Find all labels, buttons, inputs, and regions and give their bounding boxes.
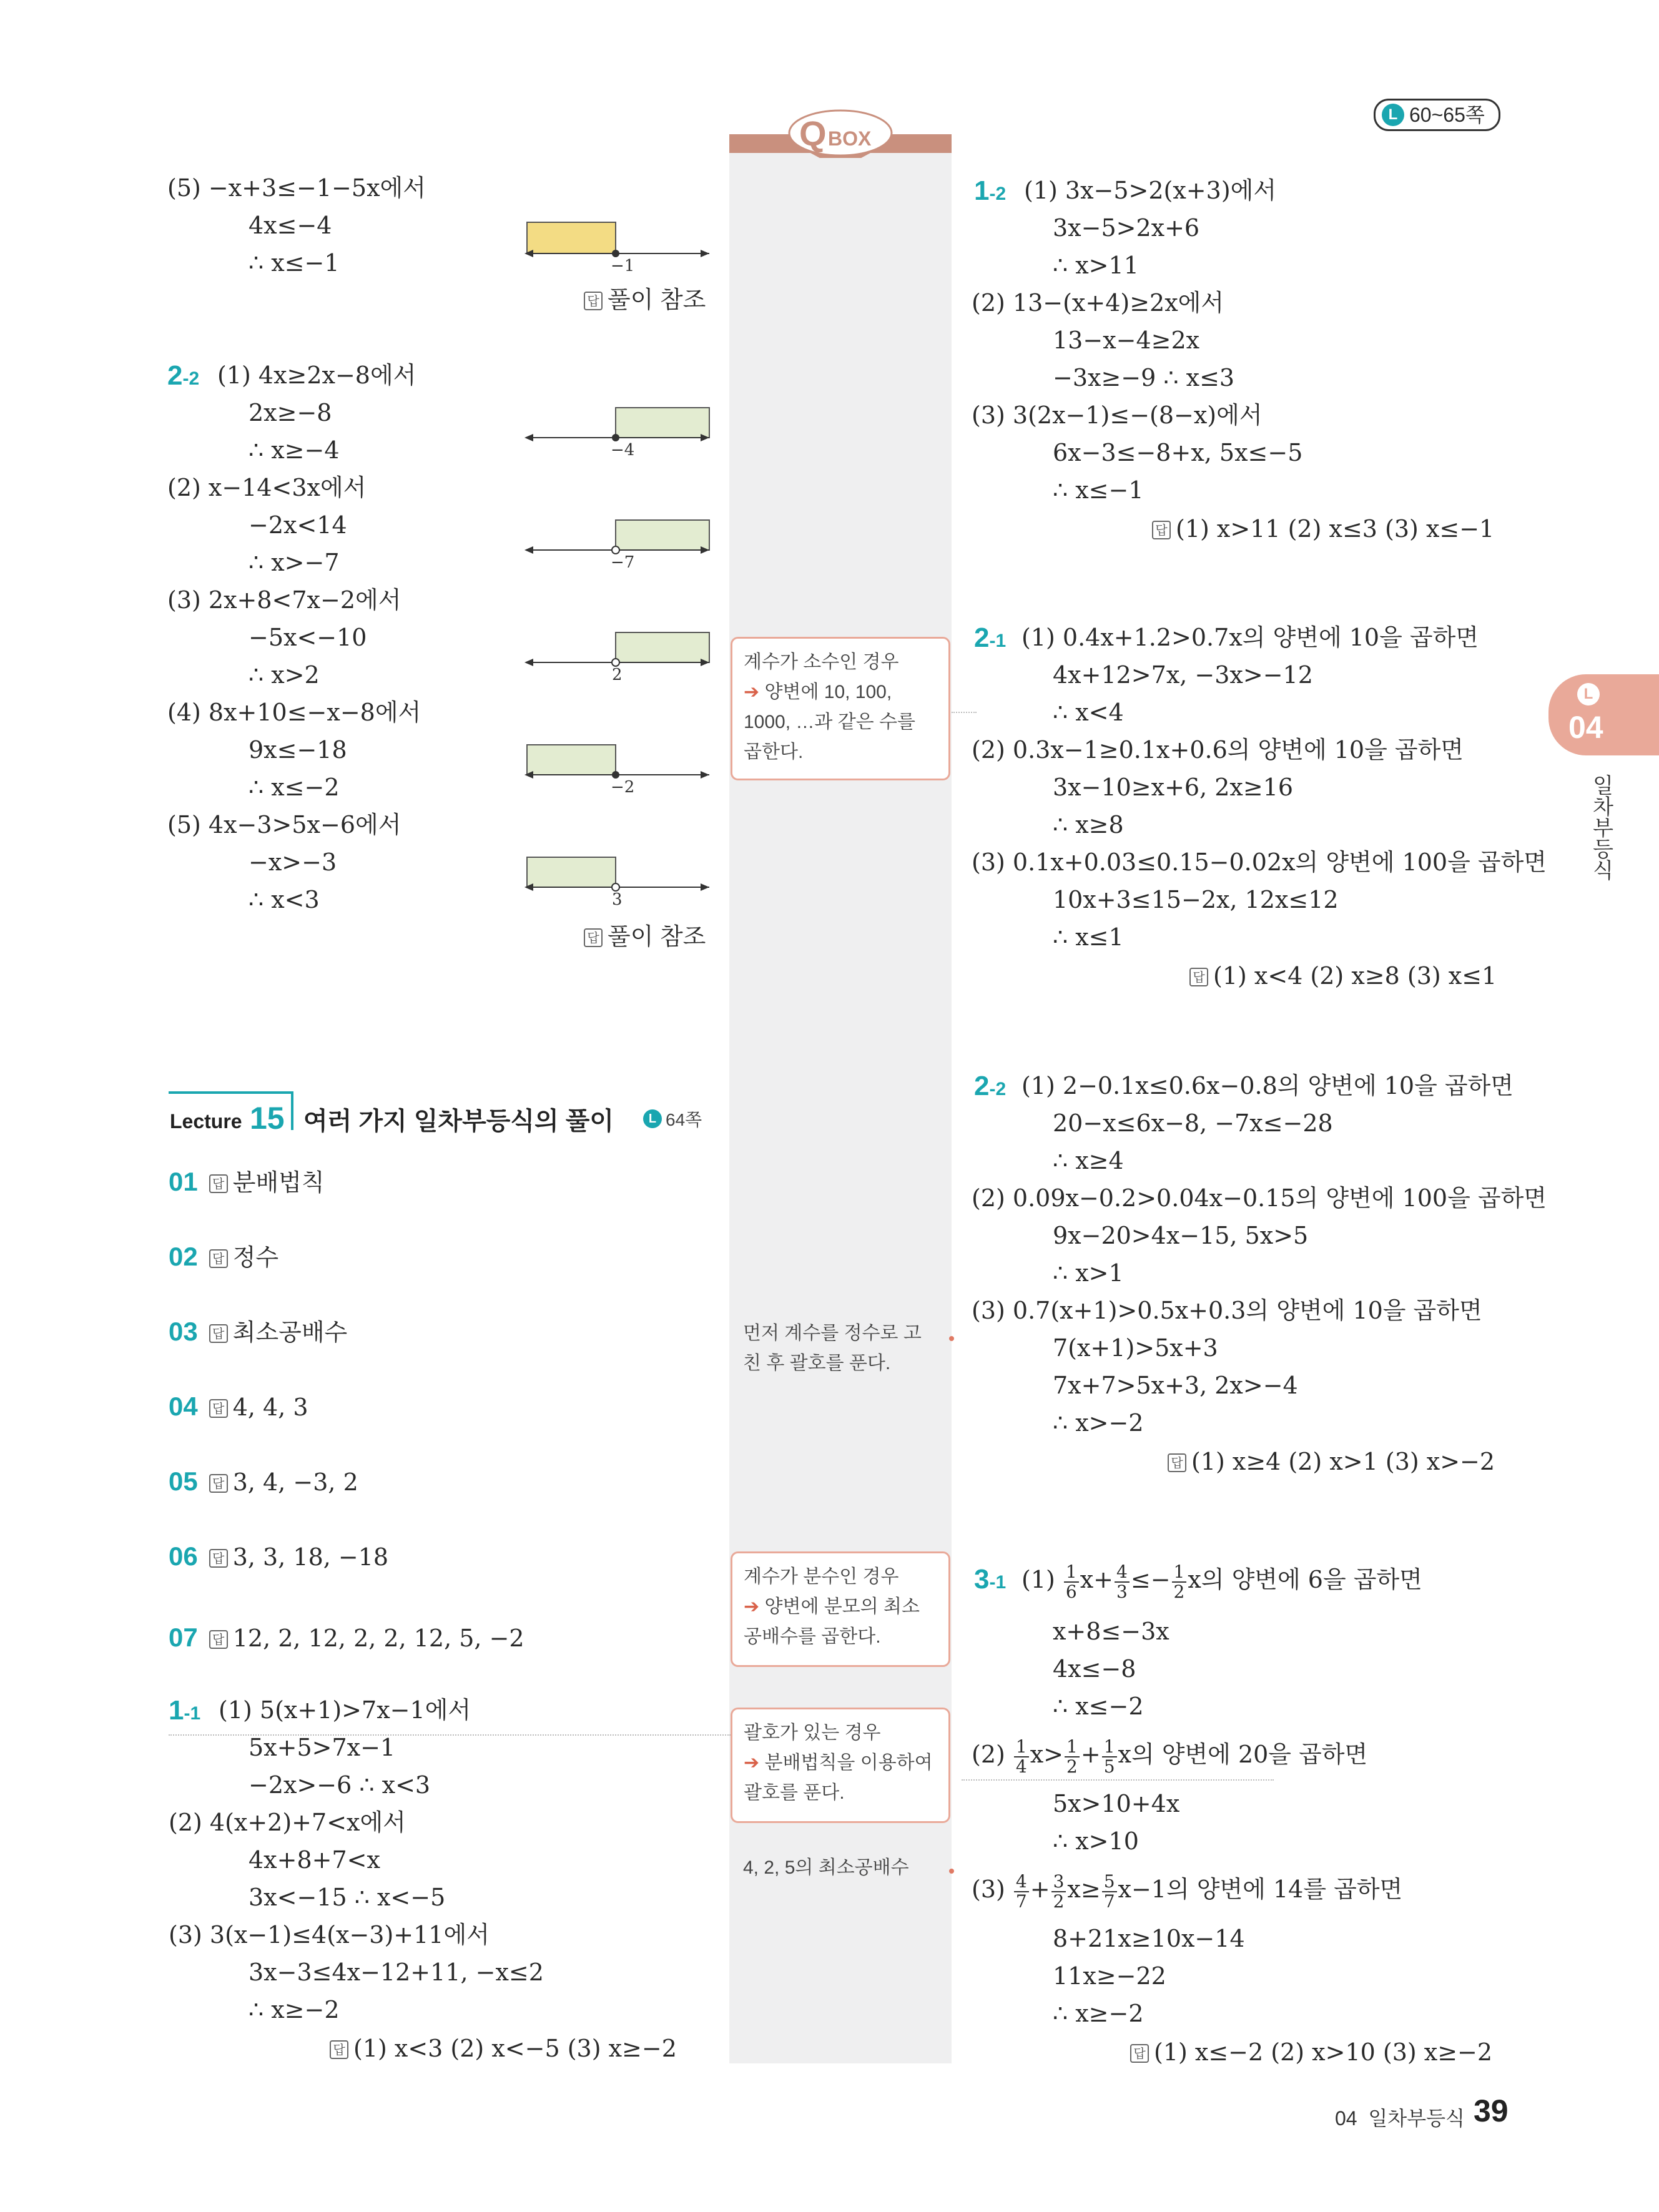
answer-icon <box>209 1630 228 1649</box>
left-p5-line2: 4x≤−4 <box>249 212 332 239</box>
q22-line: ∴ x≤−2 <box>249 774 340 801</box>
q22r-line: 9x−20>4x−15, 5x>5 <box>1053 1222 1309 1249</box>
q12-answer: 답(1) x>11 (2) x≤3 (3) x≤−1 <box>1152 517 1494 541</box>
q21-label: 2-1 <box>974 622 1007 653</box>
lecture-icon: L <box>1577 683 1600 705</box>
q21-line: (1) 0.4x+1.2>0.7x의 양변에 10을 곱하면 <box>1021 624 1479 651</box>
see-solution-1: 답풀이 참조 <box>584 288 706 312</box>
number-line-q22-1 <box>524 403 712 459</box>
q31-line: ∴ x≤−2 <box>1053 1693 1144 1720</box>
q22r-line: ∴ x>1 <box>1053 1259 1124 1287</box>
q31-line: 4x≤−8 <box>1053 1655 1136 1683</box>
qbox-note-decimal: 계수가 소수인 경우 ➔ 양변에 10, 100, 1000, …과 같은 수를 곱한다. <box>731 637 950 780</box>
answer-icon <box>209 1549 228 1568</box>
answer-icon <box>209 1174 228 1193</box>
qbox-header <box>729 109 952 158</box>
q12-line: (2) 13−(x+4)≥2x에서 <box>972 289 1224 317</box>
footer-chapter-label: 04 일차부등식 <box>1335 2107 1465 2130</box>
q21-answer: 답(1) x<4 (2) x≥8 (3) x≤1 <box>1189 964 1497 988</box>
q11-label: 1-1 <box>169 1695 201 1726</box>
q11-line: 4x+8+7<x <box>249 1846 380 1874</box>
q21-line: 4x+12>7x, −3x>−12 <box>1053 661 1313 689</box>
q22-line: (5) 4x−3>5x−6에서 <box>167 811 401 838</box>
fraction: $\frac{5}{7}$ <box>1102 1872 1117 1910</box>
qbox-note-fraction: 계수가 분수인 경우 ➔ 양변에 분모의 최소공배수를 곱한다. <box>731 1551 950 1667</box>
q31-line: 8+21x≥10x−14 <box>1053 1925 1245 1952</box>
q11-line: (2) 4(x+2)+7<x에서 <box>169 1809 406 1836</box>
q22-line: ∴ x>2 <box>249 661 320 689</box>
q12-line: 3x−5>2x+6 <box>1053 214 1200 242</box>
q31-line: 11x≥−22 <box>1053 1962 1166 1990</box>
number-line-q22-3 <box>524 627 712 684</box>
number-line-q22-5 <box>524 852 712 908</box>
answer-icon <box>209 1249 228 1268</box>
answer-icon <box>1152 521 1171 539</box>
q11-line: ∴ x≥−2 <box>249 1996 340 2023</box>
q31-line2: (2) $\frac{1}{4}$ x> $\frac{1}{2}$ + $\frac{1}{5}$ x의 양변에 20을 곱하면 <box>972 1736 1368 1777</box>
chapter-number: 04 <box>1568 710 1603 745</box>
tick-label: −4 <box>611 441 635 459</box>
page-ref-badge <box>1374 99 1500 131</box>
q21-line: ∴ x≥8 <box>1053 811 1124 838</box>
number-line-q22-4 <box>524 740 712 796</box>
lecture-item: 03답 최소공배수 <box>169 1319 347 1345</box>
q32-leader <box>962 1779 1274 1781</box>
q22-line: 9x≤−18 <box>249 736 347 764</box>
see-solution-2: 답풀이 참조 <box>584 925 706 949</box>
number-line-q22-2 <box>524 515 712 571</box>
answer-icon <box>1189 968 1208 986</box>
left-p5-line1: (5) −x+3≤−1−5x에서 <box>167 174 426 202</box>
tick-label: 3 <box>612 890 623 908</box>
answer-icon <box>584 292 603 310</box>
fraction: $\frac{1}{2}$ <box>1065 1738 1080 1776</box>
q22r-line: 7(x+1)>5x+3 <box>1053 1334 1218 1362</box>
q31-line: ∴ x>10 <box>1053 1827 1139 1855</box>
q22r-line: (3) 0.7(x+1)>0.5x+0.3의 양변에 10을 곱하면 <box>972 1297 1482 1324</box>
q22r-answer: 답(1) x≥4 (2) x>1 (3) x>−2 <box>1168 1450 1495 1473</box>
qbox-tip-lcm: 4, 2, 5의 최소공배수 <box>743 1857 909 1878</box>
lecture-item: 01답 분배법칙 <box>169 1169 325 1195</box>
q12-line: (1) 3x−5>2(x+3)에서 <box>1024 177 1277 204</box>
q22-line: ∴ x≥−4 <box>249 436 340 464</box>
q11-line: 3x−3≤4x−12+11, −x≤2 <box>249 1959 544 1986</box>
lecture-icon: L <box>643 1109 662 1128</box>
q12-line: (3) 3(2x−1)≤−(8−x)에서 <box>972 401 1263 429</box>
chapter-side-tab <box>1548 674 1659 755</box>
lecture-page-ref: L 64쪽 <box>643 1106 702 1131</box>
q12-line: ∴ x>11 <box>1053 252 1139 279</box>
fraction: $\frac{4}{3}$ <box>1115 1563 1130 1601</box>
tick-label: −1 <box>611 257 635 275</box>
lecture-item: 04답 4, 4, 3 <box>169 1394 308 1420</box>
qbox-tip-integer: 먼저 계수를 정수로 고친 후 괄호를 푼다. <box>743 1323 922 1374</box>
q12-line: −3x≥−9 ∴ x≤3 <box>1053 364 1235 391</box>
q21-line: 3x−10≥x+6, 2x≥16 <box>1053 774 1294 801</box>
q31-label: 3-1 <box>974 1564 1007 1595</box>
tick-label: −7 <box>611 553 635 571</box>
q22r-label: 2-2 <box>974 1071 1007 1101</box>
q22-line: 2x≥−8 <box>249 399 332 426</box>
q31-line1: (1) $\frac{1}{6}$ x+ $\frac{4}{3}$ ≤− $\frac{1}{2}$ x의 양변에 6을 곱하면 <box>1021 1561 1422 1602</box>
chapter-side-label: 일차부등식 <box>1589 774 1613 880</box>
number-line-p5 <box>524 219 712 275</box>
q21-line: (2) 0.3x−1≥0.1x+0.6의 양변에 10을 곱하면 <box>972 736 1464 764</box>
qbox-q: Q <box>799 114 827 153</box>
q31-line: 5x>10+4x <box>1053 1790 1180 1817</box>
q11-line: (3) 3(x−1)≤4(x−3)+11에서 <box>169 1921 490 1949</box>
connector-dot <box>949 1336 954 1341</box>
q11-line: 3x<−15 ∴ x<−5 <box>249 1884 446 1911</box>
lecture-item: 06답 3, 3, 18, −18 <box>169 1543 388 1570</box>
q31-answer: 답(1) x≤−2 (2) x>10 (3) x≥−2 <box>1130 2040 1492 2064</box>
q22-line: ∴ x<3 <box>249 886 320 913</box>
lecture-number: 15 <box>250 1101 285 1136</box>
answer-icon <box>1130 2044 1149 2063</box>
q12-line: 6x−3≤−8+x, 5x≤−5 <box>1053 439 1303 466</box>
q12-label: 1-2 <box>974 175 1007 206</box>
q12-line: 13−x−4≥2x <box>1053 327 1200 354</box>
arrow-right-icon: ➔ <box>744 1752 765 1773</box>
fraction: $\frac{1}{5}$ <box>1102 1738 1117 1776</box>
fraction: $\frac{1}{2}$ <box>1172 1563 1187 1601</box>
arrow-right-icon: ➔ <box>744 1596 765 1617</box>
q22-line: −2x<14 <box>249 511 347 539</box>
q22-line: (4) 8x+10≤−x−8에서 <box>167 699 421 726</box>
tick-label: 2 <box>612 666 623 684</box>
q31-line: x+8≤−3x <box>1053 1618 1169 1645</box>
answer-icon <box>330 2040 348 2059</box>
fraction: $\frac{1}{6}$ <box>1064 1563 1079 1601</box>
q11-answer: 답(1) x<3 (2) x<−5 (3) x≥−2 <box>330 2037 677 2060</box>
q21-line: 10x+3≤15−2x, 12x≤12 <box>1053 886 1339 913</box>
q22r-line: ∴ x≥4 <box>1053 1147 1124 1174</box>
fraction: $\frac{1}{4}$ <box>1014 1738 1029 1776</box>
q31-line: ∴ x≥−2 <box>1053 2000 1144 2027</box>
q21-leader <box>952 712 977 713</box>
q22-line: (1) 4x≥2x−8에서 <box>217 361 416 389</box>
lecture-label: Lecture <box>170 1110 242 1133</box>
q22r-line: 7x+7>5x+3, 2x>−4 <box>1053 1372 1298 1399</box>
q21-line: ∴ x<4 <box>1053 699 1124 726</box>
lecture-item: 07답 12, 2, 12, 2, 2, 12, 5, −2 <box>169 1625 524 1651</box>
q21-line: (3) 0.1x+0.03≤0.15−0.02x의 양변에 100을 곱하면 <box>972 848 1547 876</box>
q22r-line: (1) 2−0.1x≤0.6x−0.8의 양변에 10을 곱하면 <box>1021 1072 1514 1099</box>
q11-line: (1) 5(x+1)>7x−1에서 <box>219 1696 471 1724</box>
answer-icon <box>209 1474 228 1493</box>
q11-line: −2x>−6 ∴ x<3 <box>249 1771 431 1799</box>
q22-line: ∴ x>−7 <box>249 549 340 576</box>
q22r-line: ∴ x>−2 <box>1053 1409 1144 1437</box>
page-number: 39 <box>1474 2093 1509 2128</box>
connector-dot <box>949 1869 954 1874</box>
fraction: $\frac{3}{2}$ <box>1051 1872 1066 1910</box>
q22-line: −5x<−10 <box>249 624 367 651</box>
lecture-item: 02답 정수 <box>169 1244 278 1270</box>
lecture-title: 여러 가지 일차부등식의 풀이 <box>303 1108 614 1135</box>
answer-icon <box>209 1399 228 1418</box>
q22-line: −x>−3 <box>249 848 337 876</box>
q22-line: (3) 2x+8<7x−2에서 <box>167 586 401 614</box>
q21-line: ∴ x≤1 <box>1053 923 1124 951</box>
qbox-note-bracket: 괄호가 있는 경우 ➔ 분배법칙을 이용하여 괄호를 푼다. <box>731 1708 950 1823</box>
q22r-line: (2) 0.09x−0.2>0.04x−0.15의 양변에 100을 곱하면 <box>972 1184 1547 1212</box>
q12-line: ∴ x≤−1 <box>1053 476 1144 504</box>
q11-line: 5x+5>7x−1 <box>249 1734 396 1761</box>
tick-label: −2 <box>611 778 635 796</box>
answer-icon <box>209 1324 228 1343</box>
q22-line: (2) x−14<3x에서 <box>167 474 367 501</box>
lecture-icon: L <box>1382 104 1404 126</box>
qbox-title: BOX <box>828 127 872 150</box>
fraction: $\frac{4}{7}$ <box>1014 1872 1029 1910</box>
lecture-item: 05답 3, 4, −3, 2 <box>169 1468 358 1495</box>
q22r-line: 20−x≤6x−8, −7x≤−28 <box>1053 1109 1333 1137</box>
q22-label: 2-2 <box>167 360 200 391</box>
answer-icon <box>584 928 603 947</box>
arrow-right-icon: ➔ <box>744 682 765 702</box>
answer-icon <box>1168 1453 1186 1472</box>
page-ref-text: 60~65쪽 <box>1409 104 1485 126</box>
q31-line3: (3) $\frac{4}{7}$ + $\frac{3}{2}$ x≥ $\frac{5}{7}$ x−1의 양변에 14를 곱하면 <box>972 1871 1403 1912</box>
left-p5-line3: ∴ x≤−1 <box>249 249 340 277</box>
